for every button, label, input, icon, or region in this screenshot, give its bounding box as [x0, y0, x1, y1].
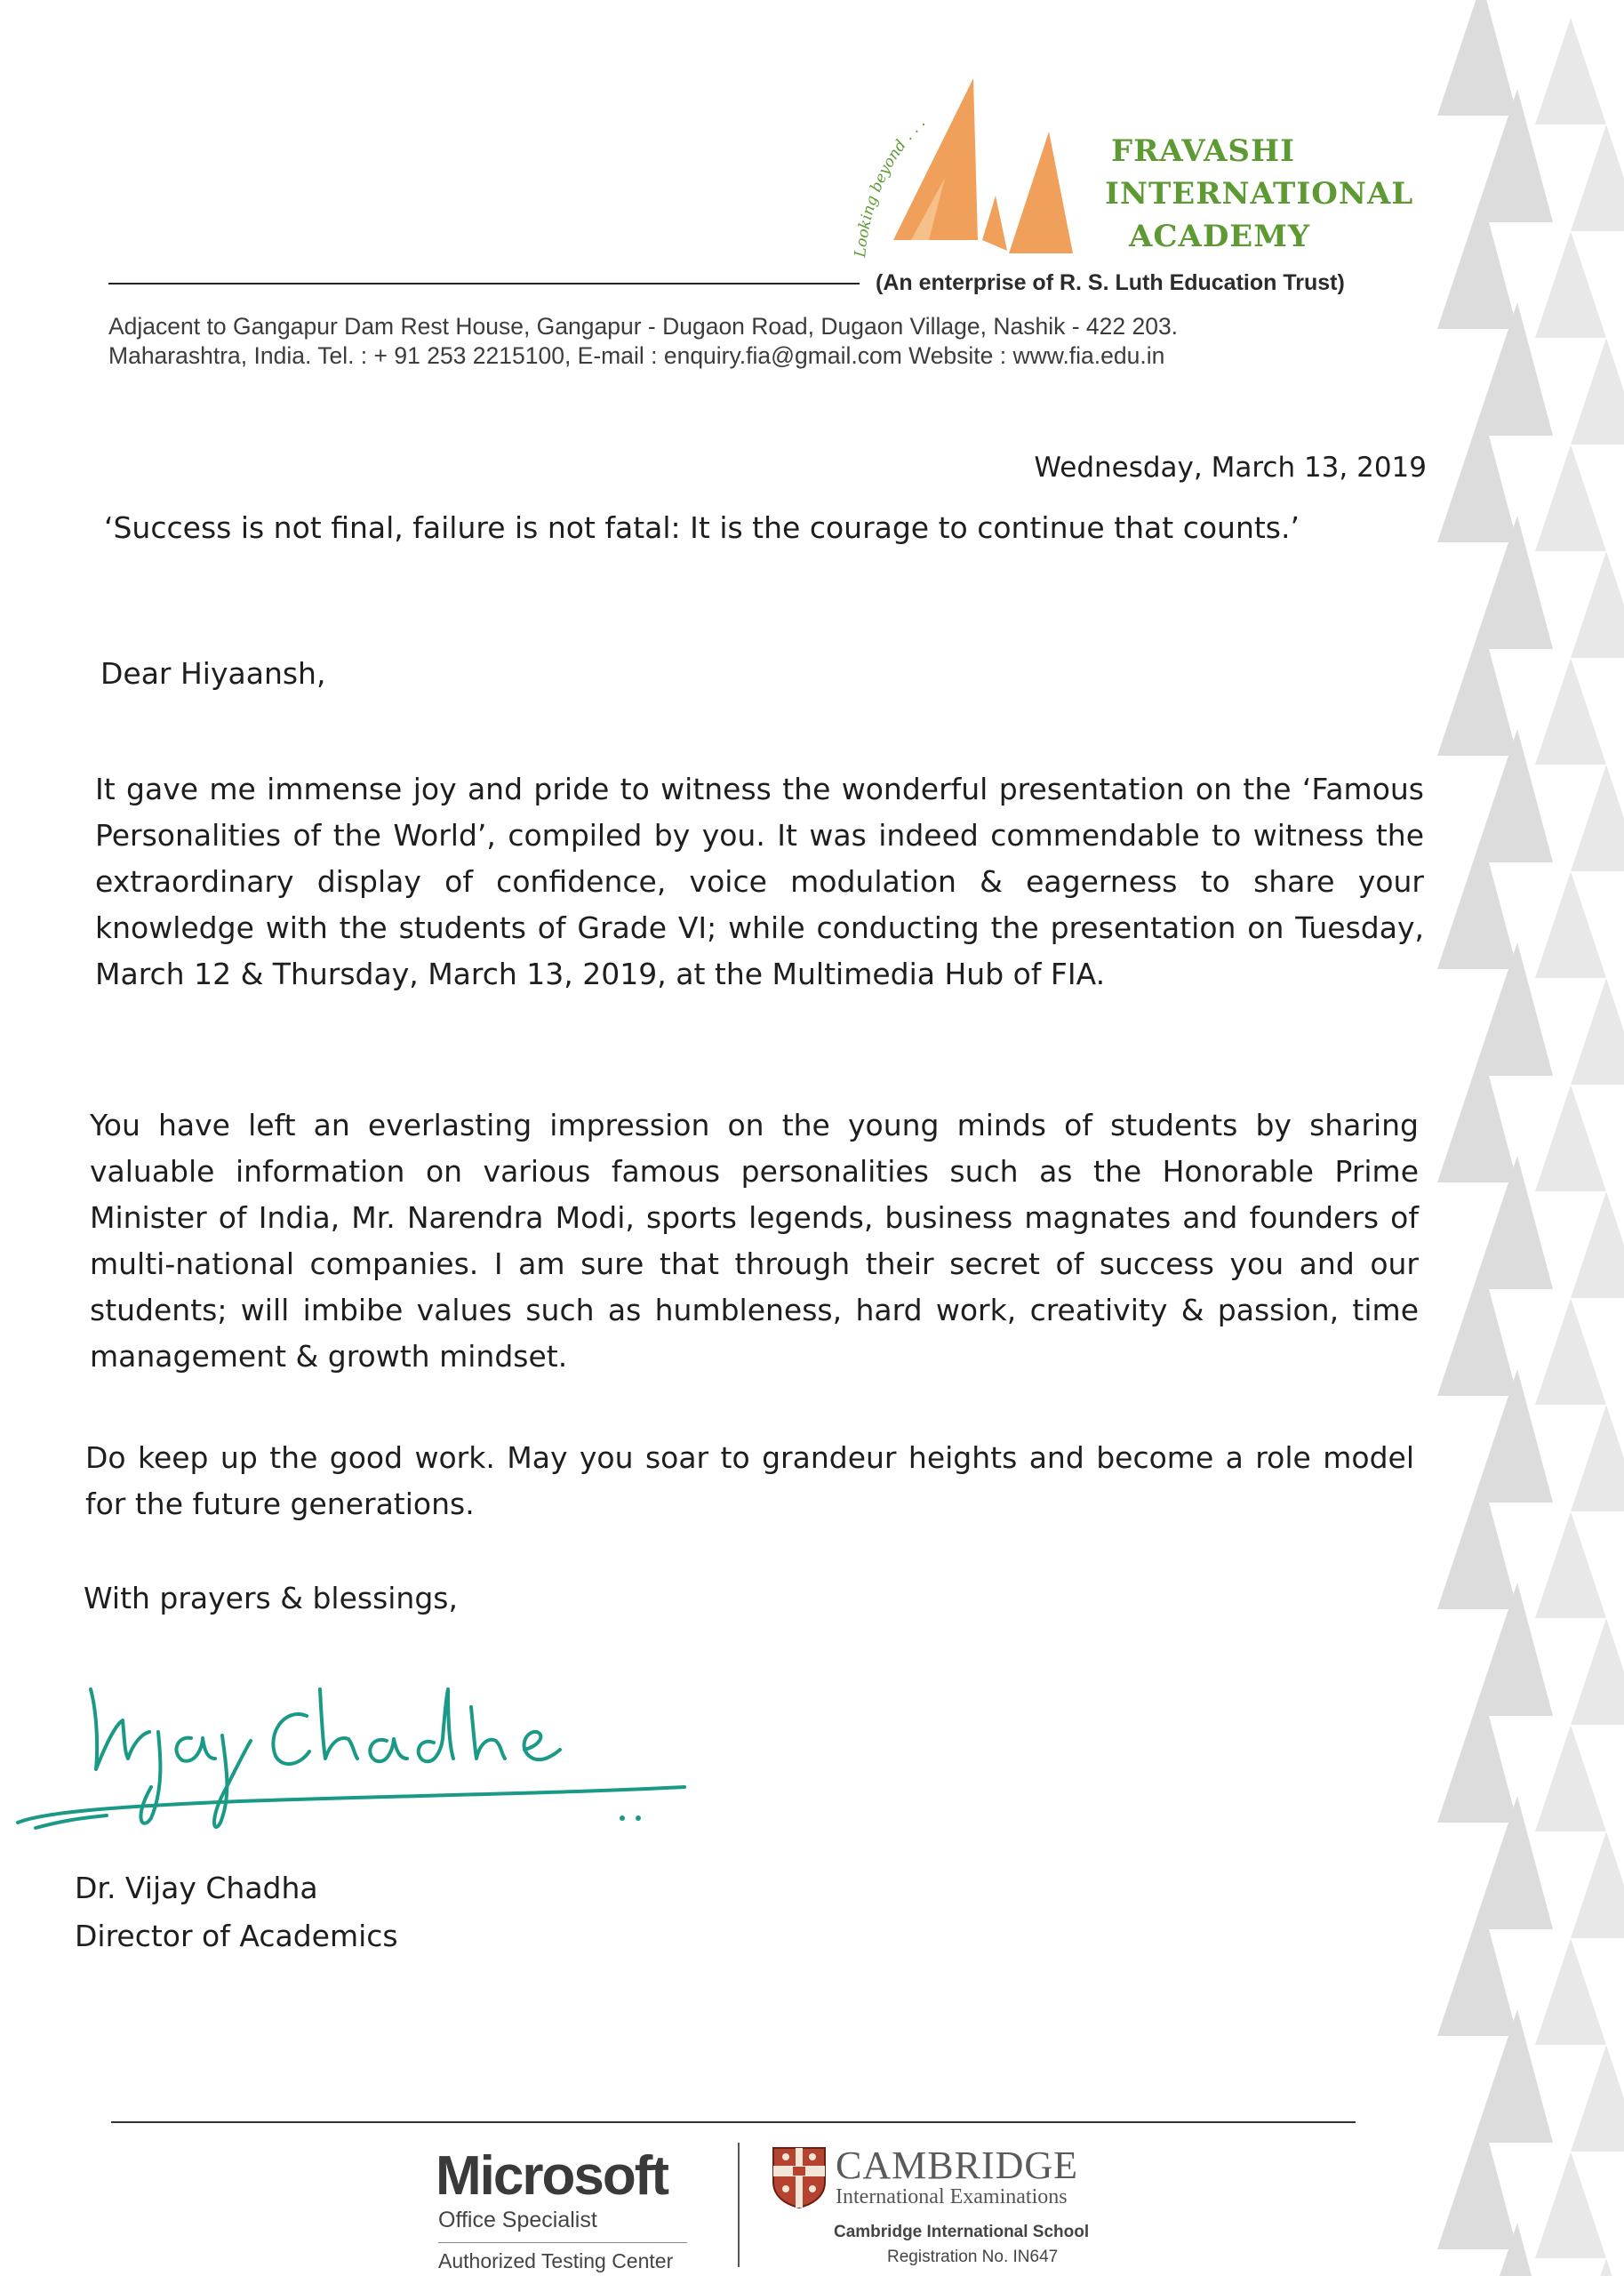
- letter-salutation: Dear Hiyaansh,: [100, 656, 326, 691]
- letter-date: Wednesday, March 13, 2019: [1034, 452, 1427, 484]
- sail-watermark-shape: [1571, 338, 1624, 445]
- academy-sail-logo: [840, 62, 1107, 276]
- sail-watermark-shape: [1571, 1405, 1624, 1511]
- sail-watermark-shape: [1535, 445, 1606, 551]
- letter-paragraph-3: Do keep up the good work. May you soar to grandeur heights and become a role model for the future generations.: [85, 1440, 1414, 1521]
- letter-paragraph-1: It gave me immense joy and pride to witness the wonderful presentation on the ‘Famous Personalities of the World’, compiled by you. It was indeed commendable to witness the extraordinary display of confidence, voice modulation & eagerness to share your knowledge with the students of Grade VI; while conducting the presentation on Tuesday, March 12 & Thursday, March 13, 2019, at the Multimedia Hub of FIA.: [95, 772, 1424, 991]
- microsoft-authorized-center: Authorized Testing Center: [438, 2249, 674, 2272]
- sail-watermark-shape: [1437, 0, 1517, 116]
- signer-title: Director of Academics: [75, 1919, 398, 1953]
- sail-watermark-shape: [1535, 2152, 1606, 2258]
- sail-watermark-shape: [1571, 765, 1624, 871]
- cambridge-crest-icon: [772, 2146, 827, 2208]
- footer-divider: [111, 2121, 1356, 2123]
- sail-watermark-shape: [1571, 2258, 1624, 2276]
- address-line-1: Adjacent to Gangapur Dam Rest House, Gangapur - Dugaon Road, Dugaon Village, Nashik - 422 203.: [108, 313, 1179, 340]
- sail-watermark-shape: [1535, 1298, 1606, 1405]
- address-line-2: Maharashtra, India. Tel. : + 91 253 2215100, E-mail : enquiry.fia@gmail.com Website : www.fia.edu.in: [108, 342, 1165, 369]
- sail-watermark-shape: [1535, 18, 1606, 124]
- sail-watermark-shape: [1535, 1511, 1606, 1618]
- sail-watermark-shape: [1571, 1618, 1624, 1725]
- cambridge-school-label: Cambridge International School: [834, 2223, 1090, 2241]
- signer-name: Dr. Vijay Chadha: [75, 1871, 318, 1905]
- school-name-line1: FRAVASHI: [1111, 133, 1296, 169]
- sail-watermark-shape: [1571, 1191, 1624, 1298]
- letter-quote: ‘Success is not final, failure is not fatal: It is the courage to continue that counts.’: [104, 510, 1300, 545]
- microsoft-office-specialist: Office Specialist: [438, 2208, 597, 2232]
- school-name-line2: INTERNATIONAL: [1105, 176, 1414, 212]
- sail-watermark-shape: [1571, 2045, 1624, 2152]
- letter-paragraph-2: You have left an everlasting impression on the young minds of students by sharing valuable information on various famous personalities such as the Honorable Prime Minister of India, Mr. Narendra Modi, sports legends, business magnates and founders of multi-national companies. I am sure that through their secret of success you and our students; will imbibe values such as humbleness, hard work, creativity & passion, time management & growth mindset.: [90, 1108, 1419, 1374]
- sail-watermark-shape: [1535, 1085, 1606, 1191]
- sail-watermark-shape: [1535, 658, 1606, 765]
- logo-tagline: Looking beyond . . .: [852, 114, 930, 259]
- sail-watermark-shape: [1535, 1938, 1606, 2045]
- sail-watermark-shape: [1535, 231, 1606, 338]
- header-divider: [108, 283, 860, 284]
- school-name-line3: ACADEMY: [1129, 219, 1311, 254]
- sail-watermark-shape: [1571, 124, 1624, 231]
- cambridge-subtitle: International Examinations: [836, 2185, 1068, 2208]
- microsoft-rule: [438, 2242, 687, 2243]
- sail-watermark-shape: [1535, 871, 1606, 978]
- microsoft-logo: Microsoft: [436, 2145, 668, 2207]
- sail-watermark-shape: [1535, 1725, 1606, 1831]
- cambridge-title: CAMBRIDGE: [836, 2144, 1079, 2187]
- letter-closing: With prayers & blessings,: [84, 1581, 458, 1615]
- enterprise-note: (An enterprise of R. S. Luth Education Trust): [876, 270, 1345, 295]
- sail-watermark-shape: [1571, 978, 1624, 1085]
- footer-vertical-divider: [738, 2143, 740, 2267]
- sail-watermark-shape: [1571, 551, 1624, 658]
- handwritten-signature: [9, 1654, 711, 1831]
- cambridge-registration: Registration No. IN647: [887, 2248, 1059, 2266]
- sail-watermark-shape: [1571, 1831, 1624, 1938]
